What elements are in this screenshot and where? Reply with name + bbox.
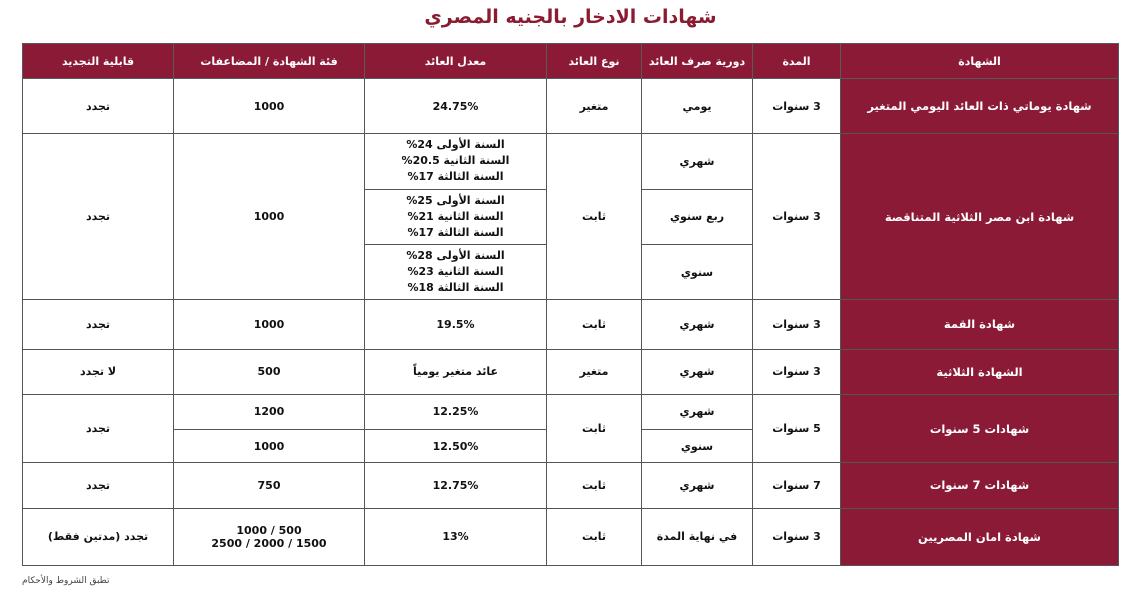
renewal-cell: تجدد — [23, 79, 174, 134]
certificates-table — [22, 43, 1119, 566]
rate-year-1: السنة الأولى 25% — [406, 193, 505, 207]
rate-cell — [365, 134, 547, 189]
denom-cell: 750 — [174, 463, 365, 508]
header-renewal: قابلية التجديد — [23, 44, 174, 79]
cert-name: شهادة ابن مصر الثلاثية المتناقصة — [841, 134, 1119, 300]
header-rate: معدل العائد — [365, 44, 547, 79]
duration-cell: 7 سنوات — [753, 463, 841, 508]
header-cert: الشهادة — [841, 44, 1119, 79]
type-cell: ثابت — [547, 394, 642, 462]
rate-cell: 19.5% — [365, 300, 547, 349]
rate-cell: 12.25% — [365, 394, 547, 429]
type-cell: متغير — [547, 79, 642, 134]
denom-cell: 1000 — [174, 430, 365, 463]
header-payout: دورية صرف العائد — [642, 44, 753, 79]
duration-cell: 3 سنوات — [753, 300, 841, 349]
payout-cell: شهري — [642, 349, 753, 394]
cert-name: شهادة يوماتي ذات العائد اليومي المتغير — [841, 79, 1119, 134]
rate-cell: 24.75% — [365, 79, 547, 134]
denom-cell — [174, 508, 365, 565]
duration-cell: 5 سنوات — [753, 394, 841, 462]
cert-name: شهادات 7 سنوات — [841, 463, 1119, 508]
denom-cell: 1000 — [174, 134, 365, 300]
rate-cell: عائد متغير يومياً — [365, 349, 547, 394]
rate-year-3: السنة الثالثة 17% — [407, 225, 504, 239]
rate-year-2: السنة الثانية 20.5% — [401, 154, 510, 168]
table-row — [23, 134, 1119, 189]
denom-cell: 500 — [174, 349, 365, 394]
duration-cell: 3 سنوات — [753, 134, 841, 300]
table-row — [23, 300, 1119, 349]
rate-cell: 13% — [365, 508, 547, 565]
payout-cell: سنوي — [642, 430, 753, 463]
header-row — [23, 44, 1119, 79]
rate-year-3: السنة الثالثة 17% — [407, 170, 504, 184]
denom-cell: 1000 — [174, 300, 365, 349]
duration-cell: 3 سنوات — [753, 508, 841, 565]
payout-cell: شهري — [642, 394, 753, 429]
rate-year-2: السنة الثانية 21% — [407, 209, 504, 223]
cert-name: شهادات 5 سنوات — [841, 394, 1119, 462]
duration-cell: 3 سنوات — [753, 349, 841, 394]
denom-line-2: 2500 / 2000 / 1500 — [211, 536, 327, 550]
page-title: شهادات الادخار بالجنيه المصري — [424, 6, 717, 28]
renewal-cell: تجدد — [23, 463, 174, 508]
payout-cell: ربع سنوي — [642, 189, 753, 244]
cert-name: شهادة امان المصريين — [841, 508, 1119, 565]
type-cell: ثابت — [547, 508, 642, 565]
payout-cell: في نهاية المدة — [642, 508, 753, 565]
header-type: نوع العائد — [547, 44, 642, 79]
table-row — [23, 394, 1119, 429]
rate-cell — [365, 244, 547, 299]
type-cell: متغير — [547, 349, 642, 394]
header-duration: المدة — [753, 44, 841, 79]
table-row — [23, 508, 1119, 565]
type-cell: ثابت — [547, 300, 642, 349]
payout-cell: سنوي — [642, 244, 753, 299]
terms-footer: تطبق الشروط والأحكام — [22, 576, 110, 586]
payout-cell: يومي — [642, 79, 753, 134]
rate-year-1: السنة الأولى 28% — [406, 249, 505, 263]
type-cell: ثابت — [547, 463, 642, 508]
table-row — [23, 79, 1119, 134]
duration-cell: 3 سنوات — [753, 79, 841, 134]
renewal-cell: لا تجدد — [23, 349, 174, 394]
rate-cell: 12.50% — [365, 430, 547, 463]
type-cell: ثابت — [547, 134, 642, 300]
renewal-cell: تجدد (مدتين فقط) — [23, 508, 174, 565]
cert-name: الشهادة الثلاثية — [841, 349, 1119, 394]
denom-cell: 1200 — [174, 394, 365, 429]
rate-cell: 12.75% — [365, 463, 547, 508]
renewal-cell: تجدد — [23, 394, 174, 462]
payout-cell: شهري — [642, 300, 753, 349]
renewal-cell: تجدد — [23, 134, 174, 300]
denom-cell: 1000 — [174, 79, 365, 134]
rate-year-3: السنة الثالثة 18% — [407, 281, 504, 295]
cert-name: شهادة القمة — [841, 300, 1119, 349]
denom-line-1: 1000 / 500 — [236, 523, 302, 537]
rate-year-1: السنة الأولى 24% — [406, 138, 505, 152]
payout-cell: شهري — [642, 134, 753, 189]
renewal-cell: تجدد — [23, 300, 174, 349]
rate-year-2: السنة الثانية 23% — [407, 265, 504, 279]
rate-cell — [365, 189, 547, 244]
table-row — [23, 463, 1119, 508]
header-denom: فئة الشهادة / المضاعفات — [174, 44, 365, 79]
payout-cell: شهري — [642, 463, 753, 508]
table-row — [23, 349, 1119, 394]
